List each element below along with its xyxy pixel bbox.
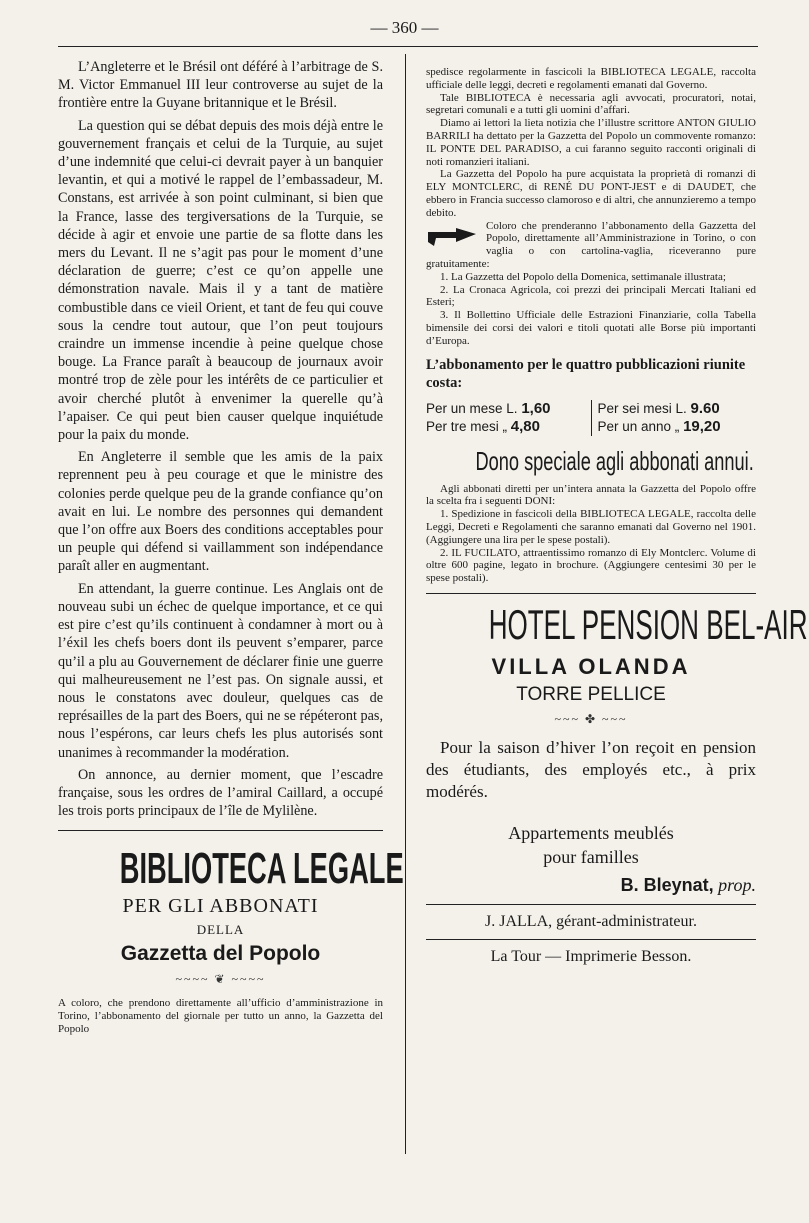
- proprietor-suffix: prop.: [718, 874, 756, 895]
- price-value: 4,80: [510, 417, 540, 435]
- hotel-villa: VILLA OLANDA: [491, 653, 691, 679]
- price-value: 1,60: [521, 399, 551, 417]
- ad-subtitle: PER GLI ABBONATI: [122, 895, 319, 918]
- hotel-name: HOTEL PENSION BEL-AIR: [488, 600, 808, 648]
- proprietor-name: B. Bleynat,: [620, 874, 714, 895]
- section-rule: [426, 904, 756, 905]
- article-paragraph: En Angleterre il semble que les amis de la paix reprennent peu à peu courage et que le ministre des colonies perde quelque peu de la grande confiance qu’on avait en lui. Le nombre des personnes qui demandent que l’on offre aux Boers des conditions acceptables pour un peuple qui défend si vaillamment son indépendance paraît aller en augmentant.: [58, 449, 383, 575]
- abbonamento-heading: L’abbonamento per le quattro pubblicazioni riunite costa:: [426, 356, 746, 391]
- dono-intro: Agli abbonati diretti per un’intera annata la Gazzetta del Popolo offre la scelta fra i seguenti DONI:: [426, 482, 756, 508]
- article-paragraph: En attendant, la guerre continue. Les Anglais ont de nouveau subi un échec de quelque importance, et ce qui est pire c’est qu’ils continuent à condamner à mort ou à l’éxil les chefs boers dont ils peuvent s’emparer, parce qu’il a plu au Gouvernement de déclarer finie une guerre qui malheureusement ne l’est pas. On signale aussi, et nous le constatons avec douleur, quelques cas de représailles de la part des Boers, qui ne se répéteront pas, nous l’espérons, car leurs chefs les plus autorisés sont unanimes à recommander la modération.: [58, 580, 383, 761]
- appartements-line: pour familles: [543, 846, 639, 867]
- hotel-text: Pour la saison d’hiver l’on reçoit en pension des étudiants, des employés etc., à prix modérés.: [426, 737, 756, 801]
- hotel-place: TORRE PELLICE: [516, 683, 666, 705]
- notice-paragraph: Tale BIBLIOTECA è necessaria agli avvocati, procuratori, notai, segretari comunali e a tutti gli uomini d’affari.: [426, 91, 756, 117]
- appartements-line: Appartements meublés: [508, 822, 674, 843]
- article-paragraph: L’Angleterre et le Brésil ont déféré à l’arbitrage de S. M. Victor Emmanuel III leur controverse au sujet de la frontière entre la Guyane britannique et le Brésil.: [58, 59, 383, 112]
- article-paragraph: La question qui se débat depuis des mois déjà entre le gouvernement français et celui de la Turquie, au sujet d’une indemnité que celui-ci devrait payer à un banquier levantin, et qui a motivé le rappel de l’embassadeur, M. Constans, est arrivée à son point culminant, si bien que la France, lasse des tergiversations de la Turquie, se décide à agir et envoie une partie de sa flotte dans les mers du Levant. Il ne s’agit pas pour le moment d’une déclaration de guerre; c’est ce qu’on appelle une démonstration navale. Mais il y a tant de matière combustible dans ce vieil Orient, et tant de feu qui couve sous la cendre tout autour, que l’on peut toujours craindre un immense incendie à peine quelque chose bouge. La France paraît à beaucoup de journaux avoir montré trop de zèle pour les intérêts de ce particulier et avoir cherché plutôt à envenimer la querelle qu’à l’apaiser. Ce qui peut bien causer quelque inquiétude pour la paix du monde.: [58, 117, 383, 444]
- dono-item: 1. Spedizione in fascicoli della BIBLIOTECA LEGALE, raccolta delle Leggi, Decreti e Regolamenti che saranno emanati dal Governo nel 1901. (Aggiungere una lira per le spese postali).: [426, 508, 756, 546]
- subscription-text: Coloro che prenderanno l’abbonamento della Gazzetta del Popolo, direttamente all’Amministrazione in Torino, o con vaglia o con cartolina-vaglia, riceveranno pure gratuitamente:: [426, 219, 756, 270]
- dono-item: 2. IL FUCILATO, attraentissimo romanzo di Ely Montclerc. Volume di oltre 600 pagine, legato in brochure. (Aggiungere centesimi 30 per le spese postali).: [426, 546, 756, 585]
- ornament: ~~~ ✤ ~~~: [554, 711, 628, 726]
- benefit-item: 2. La Cronaca Agricola, coi prezzi dei principali Mercati Italiani ed Esteri;: [426, 283, 756, 309]
- section-rule: [426, 939, 756, 940]
- ad-body: A coloro, che prendono direttamente all’ufficio d’amministrazione in Torino, l’abbonamento del giornale per tutto un anno, la Gazzetta del Popolo: [58, 997, 383, 1036]
- pointing-hand-icon: [426, 222, 480, 250]
- ornament: ~~~~ ❦ ~~~~: [175, 972, 266, 987]
- notice-paragraph: La Gazzetta del Popolo ha pure acquistata la proprietà di romanzi di ELY MONTCLERC, di RENÉ DU PONT-JEST e di DAUDET, che ebbero in Francia successo clamoroso e di altri, che annunzieremo a tempo debito.: [426, 168, 756, 219]
- price-column-right: [592, 400, 757, 436]
- left-column: [58, 58, 404, 1036]
- benefit-item: 1. La Gazzetta del Popolo della Domenica, settimanale illustrata;: [440, 270, 726, 283]
- dono-heading: Dono speciale agli abbonati annui.: [475, 445, 754, 476]
- section-rule: [426, 593, 756, 594]
- notice-paragraph: Diamo ai lettori la lieta notizia che l’illustre scrittore ANTON GIULIO BARRILI ha dettato per la Gazzetta del Popolo un commovente romanzo: IL PONTE DEL PARADISO, a cui faranno seguito racconti originali di noti romanzieri italiani.: [426, 117, 756, 168]
- column-divider: [405, 54, 406, 1154]
- price-value: 19,20: [683, 417, 721, 435]
- price-label: Per un mese L.: [426, 400, 518, 416]
- price-label: Per sei mesi L.: [597, 400, 687, 416]
- price-table: [426, 400, 756, 436]
- ad-della: DELLA: [196, 922, 245, 938]
- section-rule: [58, 830, 383, 831]
- price-value: 9.60: [690, 399, 720, 417]
- article-paragraph: On annonce, au dernier moment, que l’escadre française, sous les ordres de l’amiral Caillard, a occupé les trois ports principaux de l’île de Mylilène.: [58, 766, 383, 820]
- price-label: Per un anno „: [597, 418, 680, 434]
- price-label: Per tre mesi „: [426, 418, 508, 434]
- ad-newspaper-name: Gazzetta del Popolo: [120, 942, 321, 966]
- proprietor: [426, 875, 756, 896]
- notice-paragraph: spedisce regolarmente in fascicoli la BIBLIOTECA LEGALE, raccolta ufficiale delle leggi, decreti e regolamenti emanati dal Governo.: [426, 66, 756, 91]
- appartements: [426, 821, 756, 869]
- price-column-left: [426, 400, 592, 436]
- page-number: — 360 —: [370, 18, 439, 37]
- biblioteca-ad: [58, 844, 404, 966]
- notice-paragraph: [426, 220, 756, 271]
- hotel-ad: [426, 600, 808, 727]
- footer-manager: J. JALLA, gérant-administrateur.: [485, 912, 697, 930]
- footer-printer: La Tour — Imprimerie Besson.: [490, 947, 692, 965]
- header-rule: [58, 46, 758, 47]
- right-column: [426, 66, 808, 966]
- ad-title: BIBLIOTECA LEGALE: [119, 844, 404, 894]
- benefit-item: 3. Il Bollettino Ufficiale delle Estrazioni Finanziarie, colla Tabella bimensile dei corsi dei valori e titoli quotati alle Borse più importanti d’Europa.: [426, 309, 756, 347]
